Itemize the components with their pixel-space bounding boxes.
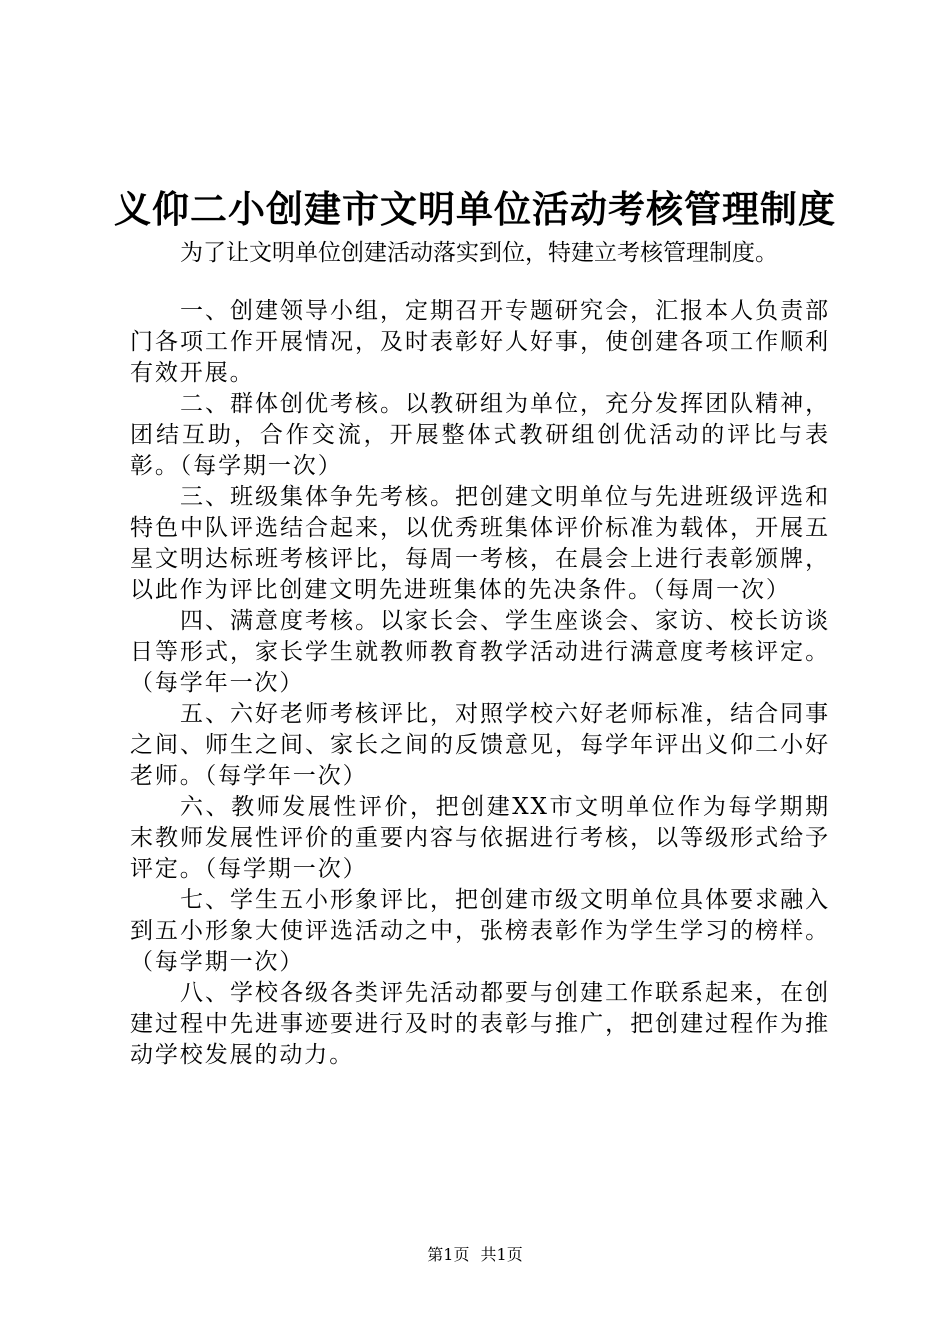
paragraph-8: 八、学校各级各类评先活动都要与创建工作联系起来，在创建过程中先进事迹要进行及时的表彰与推广，把创建过程作为推动学校发展的动力。	[130, 980, 830, 1068]
paragraph-5: 五、六好老师考核评比，对照学校六好老师标准，结合同事之间、师生之间、家长之间的反馈意见，每学年评出义仰二小好老师。（每学年一次）	[130, 701, 830, 789]
document-body	[130, 296, 830, 1071]
paragraph-7: 七、学生五小形象评比，把创建市级文明单位具体要求融入到五小形象大使评选活动之中，张榜表彰作为学生学习的榜样。（每学期一次）	[130, 887, 830, 975]
page-total: 共1页	[480, 1245, 523, 1264]
page-number: 第1页	[427, 1245, 470, 1264]
document-title: 义仰二小创建市文明单位活动考核管理制度	[114, 187, 836, 231]
page-footer	[0, 1244, 950, 1266]
paragraph-1: 一、创建领导小组，定期召开专题研究会，汇报本人负责部门各项工作开展情况，及时表彰好人好事，使创建各项工作顺利有效开展。	[130, 298, 830, 386]
paragraph-4: 四、满意度考核。以家长会、学生座谈会、家访、校长访谈日等形式，家长学生就教师教育教学活动进行满意度考核评定。（每学年一次）	[130, 608, 830, 696]
paragraph-6: 六、教师发展性评价，把创建XX市文明单位作为每学期期末教师发展性评价的重要内容与依据进行考核，以等级形式给予评定。（每学期一次）	[130, 794, 830, 882]
intro-paragraph: 为了让文明单位创建活动落实到位，特建立考核管理制度。	[180, 240, 778, 266]
paragraph-3: 三、班级集体争先考核。把创建文明单位与先进班级评选和特色中队评选结合起来，以优秀班集体评价标准为载体，开展五星文明达标班考核评比，每周一考核，在晨会上进行表彰颁牌，以此作为评比创建文明先进班集体的先决条件。（每周一次）	[130, 484, 830, 603]
paragraph-2: 二、群体创优考核。以教研组为单位，充分发挥团队精神，团结互助，合作交流，开展整体式教研组创优活动的评比与表彰。（每学期一次）	[130, 391, 830, 479]
